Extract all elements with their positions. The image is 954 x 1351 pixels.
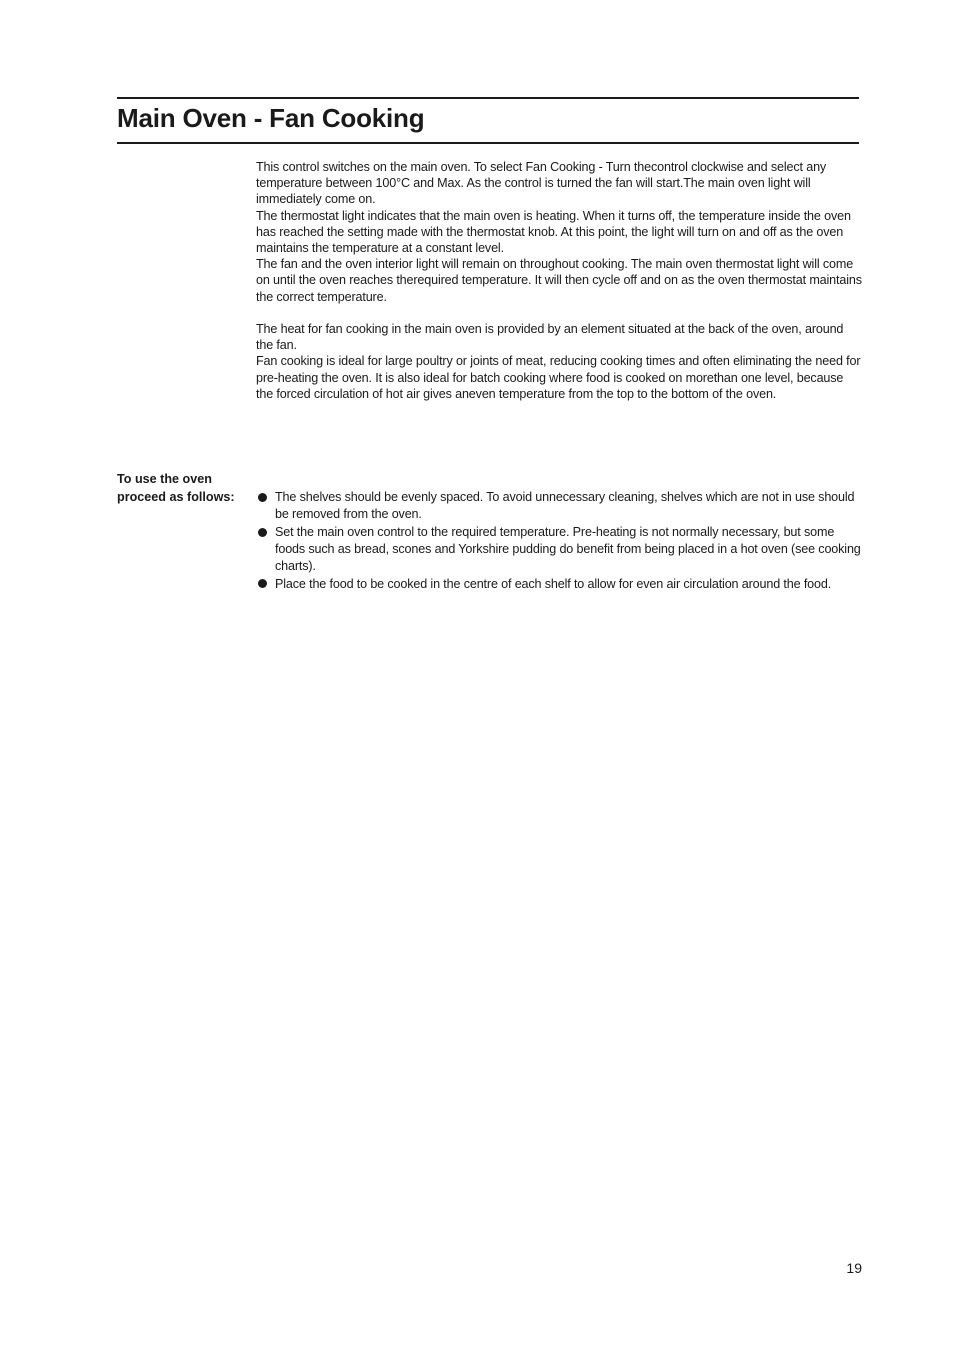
page-number: 19 bbox=[846, 1260, 862, 1276]
intro-paragraph: The fan and the oven interior light will remain on throughout cooking. The main oven thermostat light will come on until the oven reaches therequired temperature. It will then cycle off and on as the oven thermostat maintains the correct temperature. bbox=[256, 257, 862, 304]
bullet-icon bbox=[258, 579, 267, 588]
intro-paragraph: This control switches on the main oven. To select Fan Cooking - Turn thecontrol clockwise and select any temperature between 100°C and Max. As the control is turned the fan will start.The main oven light will immediately come on. bbox=[256, 160, 827, 207]
instructions-heading bbox=[117, 471, 257, 506]
title-top-rule bbox=[117, 97, 859, 99]
instructions-heading-line: To use the oven bbox=[117, 472, 212, 486]
intro-paragraph: The heat for fan cooking in the main oven is provided by an element situated at the back of the oven, around the fan. bbox=[256, 322, 844, 353]
list-item-text: The shelves should be evenly spaced. To avoid unnecessary cleaning, shelves which are not in use should be removed from the oven. bbox=[275, 490, 855, 521]
instructions-list bbox=[256, 489, 862, 594]
list-item-text: Place the food to be cooked in the centre of each shelf to allow for even air circulation around the food. bbox=[275, 576, 832, 591]
list-item bbox=[256, 524, 862, 574]
intro-paragraph: Fan cooking is ideal for large poultry or joints of meat, reducing cooking times and often eliminating the need for pre-heating the oven. It is also ideal for batch cooking where food is cooked on morethan one level, because the forced circulation of hot air gives aneven temperature from the top to the bottom of the oven. bbox=[256, 354, 861, 401]
bullet-icon bbox=[258, 493, 267, 502]
bullet-icon bbox=[258, 528, 267, 537]
intro-paragraph: The thermostat light indicates that the main oven is heating. When it turns off, the temperature inside the oven has reached the setting made with the thermostat knob. At this point, the light will turn on and off as the oven maintains the temperature at a constant level. bbox=[256, 208, 851, 256]
list-item-text: Set the main oven control to the required temperature. Pre-heating is not normally necessary, but some foods such as bread, scones and Yorkshire pudding do benefit from being placed in a hot oven (see cooking charts). bbox=[275, 525, 861, 573]
list-item bbox=[256, 576, 862, 593]
list-item bbox=[256, 489, 862, 523]
instructions-heading-line: proceed as follows: bbox=[117, 489, 235, 504]
intro-text bbox=[256, 159, 862, 402]
page-title: Main Oven - Fan Cooking bbox=[117, 103, 425, 133]
title-bottom-rule bbox=[117, 142, 859, 144]
